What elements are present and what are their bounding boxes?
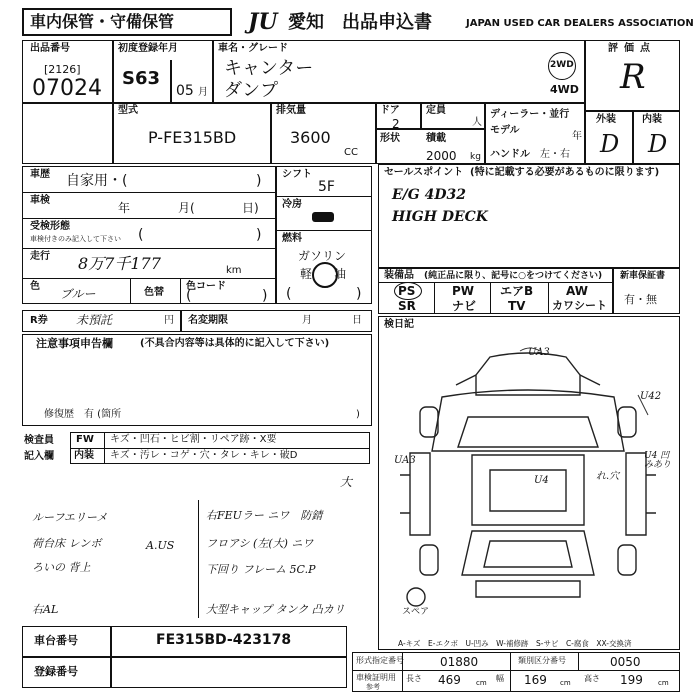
shift-label: シフト (282, 169, 312, 180)
fuel-circle (312, 262, 338, 288)
use-close: ) (256, 173, 262, 189)
ju-logo: JU (248, 9, 278, 35)
inspector-fw: FW (76, 434, 94, 445)
sales-label: セールスポイント (384, 167, 464, 178)
reg-month: 05 (176, 83, 194, 99)
length-unit: cm (476, 679, 487, 687)
equip-airbag: エアB (500, 284, 534, 298)
mileage-unit: km (226, 265, 242, 276)
chassis-value: FE315BD-423178 (156, 632, 292, 648)
hw-e2: 大型キャップ タンク 凸カリ (206, 603, 345, 616)
model-label: 型式 (118, 105, 138, 116)
drive-type: 4WD (550, 83, 579, 96)
hw-b1: ルーフエリーメ (32, 511, 108, 524)
receive-label: 受検形態 (30, 221, 70, 232)
interior-score: D (648, 130, 668, 158)
load-unit: kg (470, 152, 481, 162)
equip-sr: SR (398, 299, 416, 313)
repair-history: 修復歴 有 (箇所 (44, 409, 122, 420)
name-change-label: 名変期限 (188, 315, 228, 326)
fuel-close: ) (356, 286, 362, 302)
car-diagram (380, 335, 676, 645)
use-label: 車歴 (30, 169, 50, 180)
equip-pw: PW (452, 284, 475, 298)
model-year-label: モデル (490, 125, 520, 136)
fuel-kei: 軽 (300, 267, 313, 281)
warranty-value: 有・無 (624, 293, 657, 306)
color-value: ブルー (60, 287, 96, 301)
brand-name: 愛知 (288, 12, 324, 33)
capacity-unit: 人 (472, 117, 482, 128)
height-value: 199 (620, 673, 643, 687)
car-name-label: 車名・グレード (218, 43, 288, 54)
spec-label: 形式指定番号 (356, 656, 404, 665)
association-name: JAPAN USED CAR DEALERS ASSOCIATION (466, 18, 694, 29)
sales-line-2: HIGH DECK (392, 209, 488, 225)
hw-e1: 右AL (32, 603, 59, 616)
storage-stamp-text: 車内保管・守備保管 (30, 12, 175, 31)
hw-c1: 荷台床 レンボ (32, 537, 102, 550)
recycle-label: R券 (30, 315, 48, 326)
receive-close: ) (256, 227, 262, 243)
category-label: 類別区分番号 (518, 656, 566, 665)
fuel-gasoline: ガソリン (298, 249, 347, 263)
fuel-paren: ( (286, 286, 292, 302)
color-label: 色 (30, 281, 40, 292)
color-change-label: 色替 (144, 287, 164, 298)
interior-label: 内装 (642, 114, 662, 125)
displacement-unit: CC (344, 147, 358, 158)
receive-paren: ( (138, 227, 144, 243)
load-label: 積載 (426, 133, 446, 144)
mark-u4-center: U4 (534, 475, 549, 486)
equip-tv: TV (508, 299, 526, 313)
score-label: 評価点 (608, 43, 656, 54)
mark-spare: スペア (402, 607, 430, 617)
mark-u42: U42 (640, 391, 662, 402)
size-label: 車検証明用 (356, 673, 396, 682)
lot-number: 07024 (32, 76, 102, 101)
width-unit: cm (560, 679, 571, 687)
door-label: ドア (380, 105, 400, 116)
inspector-label-1: 検査員 (24, 435, 54, 446)
chassis-label: 車台番号 (34, 634, 78, 647)
model-value: P-FE315BD (148, 128, 237, 147)
equip-navi: ナビ (452, 299, 477, 313)
load-value: 2000 (426, 149, 457, 163)
equipment-label: 装備品 (384, 270, 414, 281)
inspect-label: 車検 (30, 195, 50, 206)
displacement-value: 3600 (290, 128, 331, 147)
drive-circle-text: 2WD (550, 60, 574, 70)
mileage-value: 8万7千177 (78, 254, 161, 273)
color-code-paren: ( (186, 288, 192, 304)
mark-hole: れ.穴 (596, 471, 620, 482)
inspector-int-items: キズ・汚レ・コゲ・穴・タレ・キレ・破D (110, 450, 298, 461)
equip-ps: PS (398, 284, 416, 298)
car-name: キャンター (224, 58, 314, 79)
hw-d1: ろいの 背上 (32, 561, 91, 574)
exterior-label: 外装 (596, 114, 616, 125)
exterior-score: D (600, 130, 620, 158)
capacity-label: 定員 (426, 105, 446, 116)
inspector-label-2: 記入欄 (24, 451, 54, 462)
ac-label: 冷房 (282, 199, 302, 210)
mark-ua3-left: UA3 (394, 455, 416, 466)
hw-b2: 右FEUラー ニワ 防錆 (206, 509, 323, 522)
inspector-fw-items: キズ・凹石・ヒビ割・リペア跡・X要 (110, 434, 277, 445)
reg-label: 初度登録年月 (118, 43, 178, 54)
mark-ua3-top: UA3 (528, 347, 550, 358)
fuel-oil: 油 (334, 267, 347, 281)
damage-legend: A-キズ E-エクボ U-凹み W-補修跡 S-サビ C-腐食 XX-交換済 (398, 639, 632, 648)
lot-sub: [2126] (44, 63, 81, 76)
door-value: 2 (392, 117, 400, 131)
reg-month-unit: 月 (198, 87, 208, 98)
width-label: 幅 (496, 674, 504, 683)
inspector-int: 内装 (74, 450, 94, 461)
handle-label: ハンドル (490, 149, 530, 160)
equip-aw: AW (566, 284, 588, 298)
notes-title: 注意事項申告欄 (36, 337, 113, 350)
handle-value: 左・右 (540, 149, 570, 160)
inspect-day: 日) (242, 201, 259, 215)
length-label: 長さ (406, 674, 422, 683)
name-change-month: 月 (302, 315, 312, 326)
warranty-label: 新車保証書 (620, 271, 666, 281)
repair-close: ) (356, 409, 360, 420)
sales-sub: (特に記載する必要があるものに限ります) (470, 167, 660, 178)
sales-line-1: E/G 4D32 (392, 187, 466, 203)
recycle-value: 未預託 (76, 313, 113, 327)
length-value: 469 (438, 673, 461, 687)
equipment-sub: (純正品に限り、記号に○をつけてください) (424, 271, 603, 281)
equip-leather: カワシート (552, 299, 607, 312)
inspect-year: 年 (118, 201, 131, 215)
hw-a1: 大 (340, 475, 353, 489)
color-code-label: 色コード (186, 281, 226, 292)
car-grade: ダンプ (224, 80, 279, 101)
hw-c2: A.US (146, 539, 175, 552)
width-value: 169 (524, 673, 547, 687)
registration-label: 登録番号 (34, 665, 78, 678)
lot-label: 出品番号 (30, 43, 70, 54)
recycle-unit: 円 (164, 315, 174, 326)
mileage-label: 走行 (30, 251, 50, 262)
spec-value: 01880 (440, 655, 479, 669)
shift-value: 5F (318, 179, 335, 195)
shape-label: 形状 (380, 133, 400, 144)
inspection-label: 検日記 (384, 319, 414, 330)
model-year-unit: 年 (572, 131, 582, 142)
height-label: 高さ (584, 674, 600, 683)
ac-mark (312, 212, 334, 222)
hw-c3: フロアシ (左(大) ニワ (206, 537, 314, 550)
hw-d2: 下回り フレーム 5C.P (206, 563, 316, 576)
score-value: R (620, 57, 646, 97)
form-title: 出品申込書 (342, 12, 432, 33)
use-value: 自家用・( (66, 173, 128, 189)
category-value: 0050 (610, 655, 641, 669)
mark-u4-right: U4 凹みあり (644, 451, 672, 470)
height-unit: cm (658, 679, 669, 687)
fuel-label: 燃料 (282, 233, 302, 244)
size-sub: 参考 (366, 683, 380, 691)
name-change-day: 日 (352, 315, 362, 326)
dealer-label: ディーラー・並行 (490, 109, 570, 120)
receive-sub: 車検付きのみ記入して下さい (30, 235, 121, 243)
notes-subtitle: (不具合内容等は具体的に記入して下さい) (140, 338, 330, 349)
color-code-close: ) (262, 288, 268, 304)
reg-era: S63 (122, 68, 161, 89)
inspect-month: 月( (178, 201, 195, 215)
displacement-label: 排気量 (276, 105, 306, 116)
